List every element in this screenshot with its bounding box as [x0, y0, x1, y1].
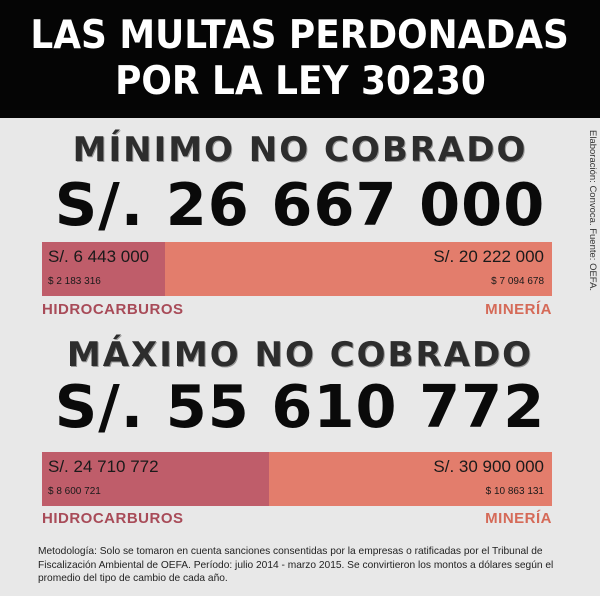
minimo-mineria-dolares: $ 7 094 678: [491, 276, 544, 287]
maximo-hidrocarburos-soles: S/. 24 710 772: [48, 457, 159, 476]
maximo-bar: [42, 452, 552, 506]
minimo-title: MÍNIMO NO COBRADO: [72, 130, 528, 170]
minimo-bar: [42, 242, 552, 296]
maximo-hidrocarburos-dolares: $ 8 600 721: [48, 486, 101, 497]
minimo-hidrocarburos-soles: S/. 6 443 000: [48, 247, 150, 266]
maximo-mineria-soles: S/. 30 900 000: [433, 457, 544, 476]
maximo-mineria-label: MINERÍA: [485, 510, 552, 527]
minimo-mineria-soles: S/. 20 222 000: [433, 247, 544, 266]
minimo-total: S/. 26 667 000: [54, 170, 546, 239]
minimo-hidrocarburos-label: HIDROCARBUROS: [42, 301, 184, 318]
minimo-hidrocarburos-dolares: $ 2 183 316: [48, 276, 101, 287]
maximo-total: S/. 55 610 772: [54, 372, 546, 441]
maximo-hidrocarburos-label: HIDROCARBUROS: [42, 510, 184, 527]
minimo-mineria-label: MINERÍA: [485, 301, 552, 318]
maximo-title: MÁXIMO NO COBRADO: [66, 335, 534, 375]
headline-line-2: POR LA LEY 30230: [114, 59, 486, 104]
header-banner: [0, 0, 600, 118]
maximo-mineria-dolares: $ 10 863 131: [485, 486, 544, 497]
source-credit: Elaboración: Convoca. Fuente: OEFA.: [587, 130, 598, 292]
methodology-note: Metodología: Solo se tomaron en cuenta sanciones consentidas por la empresas o ratificadas por el Tribunal de Fiscalización Ambiental de OEFA. Período: julio 2014 - marzo 2015. Se convirtieron los montos a dólares según el promedio del tipo de cambio de cada año.: [38, 546, 554, 584]
headline-line-1: LAS MULTAS PERDONADAS: [30, 13, 570, 58]
